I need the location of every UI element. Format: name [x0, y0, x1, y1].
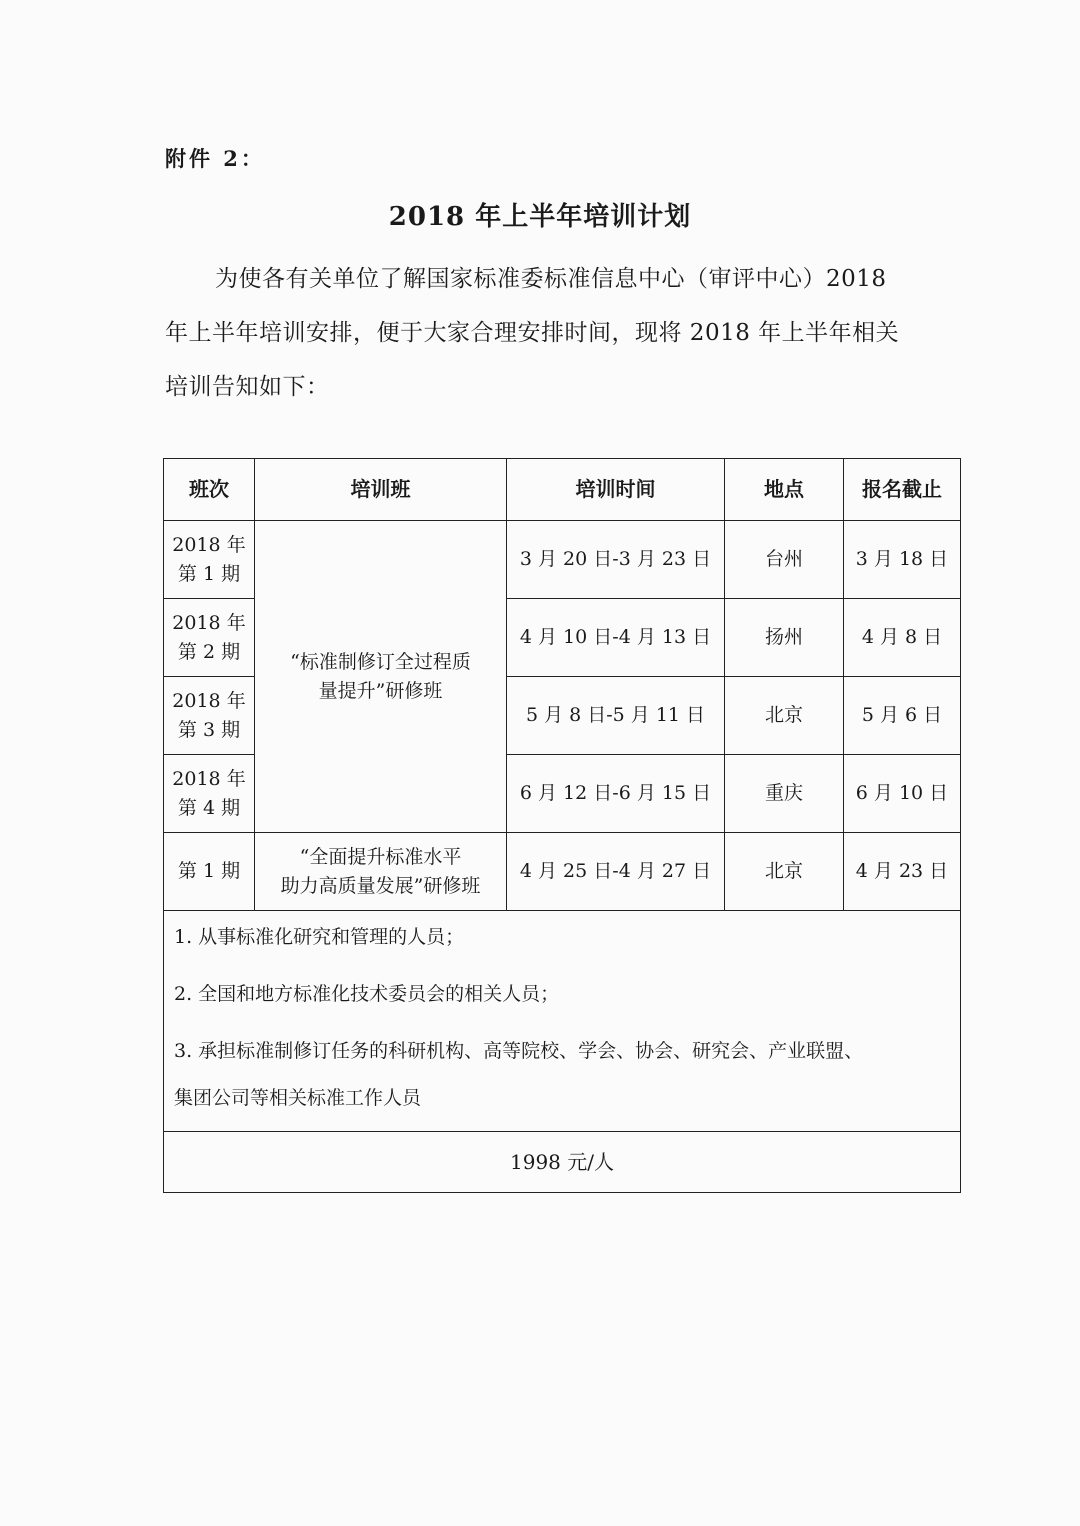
session-year: 2018 年 — [172, 767, 246, 790]
location-cell: 北京 — [725, 833, 844, 911]
session-cell — [164, 677, 255, 755]
location-cell: 扬州 — [725, 599, 844, 677]
session-cell — [164, 599, 255, 677]
intro-paragraph — [165, 252, 955, 414]
intro-line-3: 培训告知如下： — [165, 374, 330, 400]
session-cell: 第 1 期 — [164, 833, 255, 911]
session-number: 第 4 期 — [177, 796, 241, 819]
location-cell: 北京 — [725, 677, 844, 755]
requirements-cell — [164, 911, 961, 1132]
fee-row — [164, 1132, 961, 1193]
session-cell — [164, 521, 255, 599]
course-cell-improvement — [255, 833, 507, 911]
course-name-line-1: “标准制修订全过程质 — [290, 650, 471, 673]
course-name-line-2: 量提升”研修班 — [318, 679, 443, 702]
session-number: 第 3 期 — [177, 718, 241, 741]
requirement-item-3-continued: 集团公司等相关标准工作人员 — [174, 1087, 422, 1109]
location-cell: 重庆 — [725, 755, 844, 833]
deadline-cell: 3 月 18 日 — [844, 521, 961, 599]
requirements-row — [164, 911, 961, 1132]
intro-line-2: 年上半年培训安排，便于大家合理安排时间，现将 2018 年上半年相关 — [165, 320, 900, 346]
header-location: 地点 — [725, 459, 844, 521]
document-title: 2018 年上半年培训计划 — [388, 202, 692, 232]
session-year: 2018 年 — [172, 689, 246, 712]
table-row — [164, 521, 961, 599]
time-cell: 4 月 10 日-4 月 13 日 — [507, 599, 725, 677]
header-session: 班次 — [164, 459, 255, 521]
course-name-line-1: “全面提升标准水平 — [299, 845, 462, 868]
table-row — [164, 833, 961, 911]
deadline-cell: 4 月 8 日 — [844, 599, 961, 677]
table-header-row — [164, 459, 961, 521]
header-course: 培训班 — [255, 459, 507, 521]
header-time: 培训时间 — [507, 459, 725, 521]
requirement-item-3: 3. 承担标准制修订任务的科研机构、高等院校、学会、协会、研究会、产业联盟、 — [174, 1040, 864, 1062]
attachment-label: 附件 2： — [165, 146, 265, 171]
time-cell: 3 月 20 日-3 月 23 日 — [507, 521, 725, 599]
deadline-cell: 4 月 23 日 — [844, 833, 961, 911]
deadline-cell: 5 月 6 日 — [844, 677, 961, 755]
course-name-line-2: 助力高质量发展”研修班 — [280, 874, 481, 897]
session-year: 2018 年 — [172, 533, 246, 556]
time-cell: 5 月 8 日-5 月 11 日 — [507, 677, 725, 755]
requirement-item-2: 2. 全国和地方标准化技术委员会的相关人员； — [174, 983, 560, 1005]
course-cell-quality — [255, 521, 507, 833]
session-year: 2018 年 — [172, 611, 246, 634]
session-number: 第 1 期 — [177, 562, 241, 585]
time-cell: 6 月 12 日-6 月 15 日 — [507, 755, 725, 833]
intro-line-1: 为使各有关单位了解国家标准委标准信息中心（审评中心）2018 — [215, 266, 887, 292]
session-number: 第 2 期 — [177, 640, 241, 663]
location-cell: 台州 — [725, 521, 844, 599]
deadline-cell: 6 月 10 日 — [844, 755, 961, 833]
fee-cell: 1998 元/人 — [164, 1132, 961, 1193]
header-deadline: 报名截止 — [844, 459, 961, 521]
training-plan-table — [163, 458, 961, 1193]
time-cell: 4 月 25 日-4 月 27 日 — [507, 833, 725, 911]
requirement-item-1: 1. 从事标准化研究和管理的人员； — [174, 926, 465, 948]
session-cell — [164, 755, 255, 833]
